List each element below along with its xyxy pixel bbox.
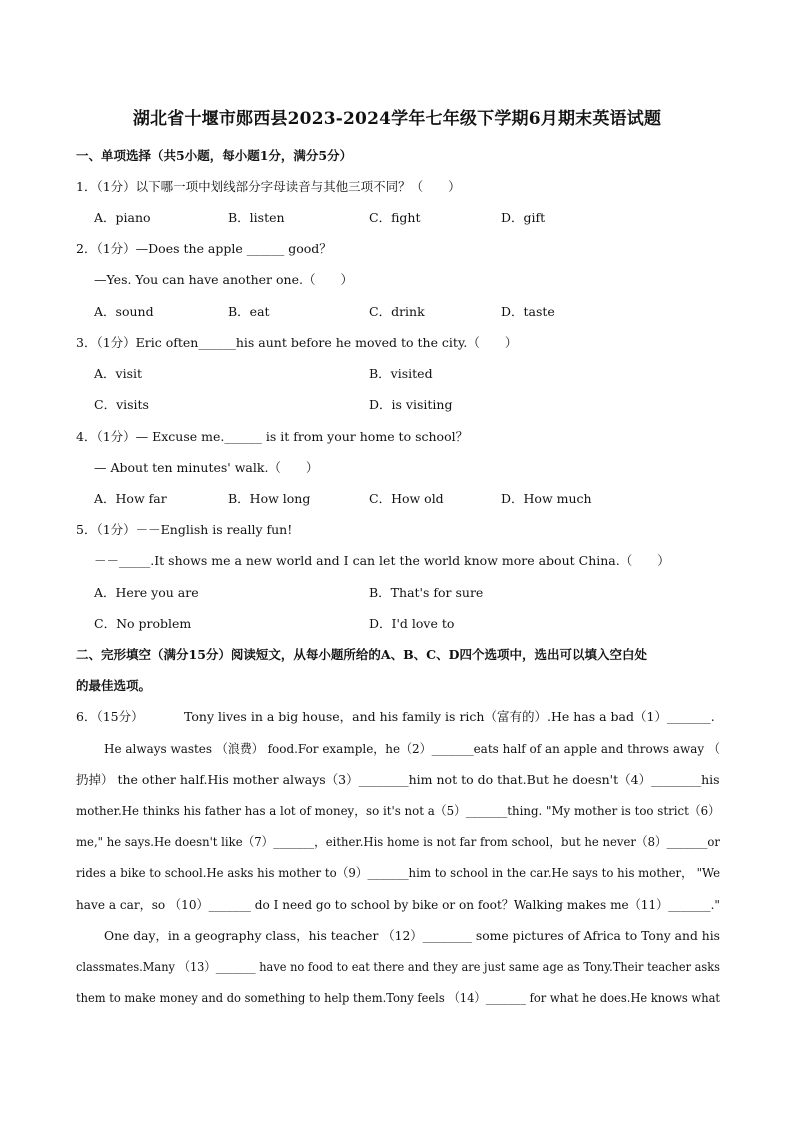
question-1-option-a[interactable]: A．piano bbox=[94, 210, 151, 225]
question-4-option-b[interactable]: B．How long bbox=[228, 491, 311, 506]
question-3-option-a[interactable]: A．visit bbox=[94, 366, 143, 381]
question-1-option-d[interactable]: D．gift bbox=[501, 210, 546, 225]
question-2-option-c[interactable]: C．drink bbox=[369, 304, 425, 319]
question-5-option-d[interactable]: D．I'd love to bbox=[369, 616, 455, 631]
question-6-label: 6．（15分） bbox=[76, 709, 144, 724]
question-2-option-b[interactable]: B．eat bbox=[228, 304, 270, 319]
question-3-option-d[interactable]: D．is visiting bbox=[369, 397, 453, 412]
question-1-option-c[interactable]: C．fight bbox=[369, 210, 421, 225]
question-5-stem: 5．（1分）－－English is really fun! bbox=[76, 522, 293, 537]
passage-line: them to make money and do something to help them.Tony feels （14）_______ for what he does.He knows what bbox=[76, 990, 721, 1005]
passage-line: He always wastes （浪费） food.For example，he（2）_______eats half of an apple and throws away （ bbox=[104, 741, 721, 756]
question-5-option-c[interactable]: C．No problem bbox=[94, 616, 192, 631]
question-4-option-d[interactable]: D．How much bbox=[501, 491, 592, 506]
question-1-option-b[interactable]: B．listen bbox=[228, 210, 285, 225]
question-3-option-c[interactable]: C．visits bbox=[94, 397, 149, 412]
question-3-stem: 3．（1分）Eric often______his aunt before he moved to the city.（ ） bbox=[76, 335, 518, 350]
passage-line: One day，in a geography class，his teacher （12）________ some pictures of Africa to Tony and his bbox=[104, 928, 720, 943]
question-5-option-a[interactable]: A．Here you are bbox=[94, 585, 199, 600]
question-2-option-d[interactable]: D．taste bbox=[501, 304, 555, 319]
section-1-header: 一、单项选择（共5小题，每小题1分，满分5分） bbox=[76, 148, 353, 163]
passage-line: classmates.Many （13）_______ have no food to eat there and they are just same age as Tony.Their teacher asks bbox=[76, 959, 720, 974]
passage-line: me," he says.He doesn't like（7）_______，either.His home is not far from school，but he never（8）_______or bbox=[76, 834, 721, 849]
page-title: 湖北省十堰市郧西县2023-2024学年七年级下学期6月期末英语试题 bbox=[132, 109, 662, 129]
section-2-header: 二、完形填空（满分15分）阅读短文，从每小题所给的A、B、C、D四个选项中，选出可以填入空白处 bbox=[76, 647, 647, 662]
passage-line: have a car，so （10）_______ do I need go to school by bike or on foot？Walking makes me（11）_______." bbox=[76, 897, 720, 912]
question-2-stem: 2．（1分）—Does the apple ______ good？ bbox=[76, 241, 332, 256]
passage-line: Tony lives in a big house，and his family is rich（富有的）.He has a bad（1）_______. bbox=[184, 709, 715, 724]
passage-line: mother.He thinks his father has a lot of money，so it's not a（5）_______thing. "My mother is too strict（6） bbox=[76, 803, 721, 818]
question-2-stem-reply: —Yes. You can have another one.（ ） bbox=[94, 272, 353, 287]
section-2-header-cont: 的最佳选项。 bbox=[76, 678, 152, 693]
question-3-option-b[interactable]: B．visited bbox=[369, 366, 433, 381]
question-5-stem-reply: －－_____.It shows me a new world and I can let the world know more about China.（ ） bbox=[94, 553, 670, 568]
question-4-stem-reply: — About ten minutes' walk.（ ） bbox=[94, 460, 319, 475]
question-4-stem: 4．（1分）— Excuse me.______ is it from your home to school？ bbox=[76, 429, 469, 444]
question-2-option-a[interactable]: A．sound bbox=[94, 304, 154, 319]
question-5-option-b[interactable]: B．That's for sure bbox=[369, 585, 484, 600]
question-4-option-a[interactable]: A．How far bbox=[94, 491, 167, 506]
passage-line: rides a bike to school.He asks his mother to（9）_______him to school in the car.He says to his mother， "We bbox=[76, 865, 721, 880]
question-4-option-c[interactable]: C．How old bbox=[369, 491, 444, 506]
passage-line: 扔掉） the other half.His mother always（3）________him not to do that.But he doesn't（4）________his bbox=[76, 772, 720, 787]
question-1-stem: 1．（1分）以下哪一项中划线部分字母读音与其他三项不同？（ ） bbox=[76, 179, 461, 194]
